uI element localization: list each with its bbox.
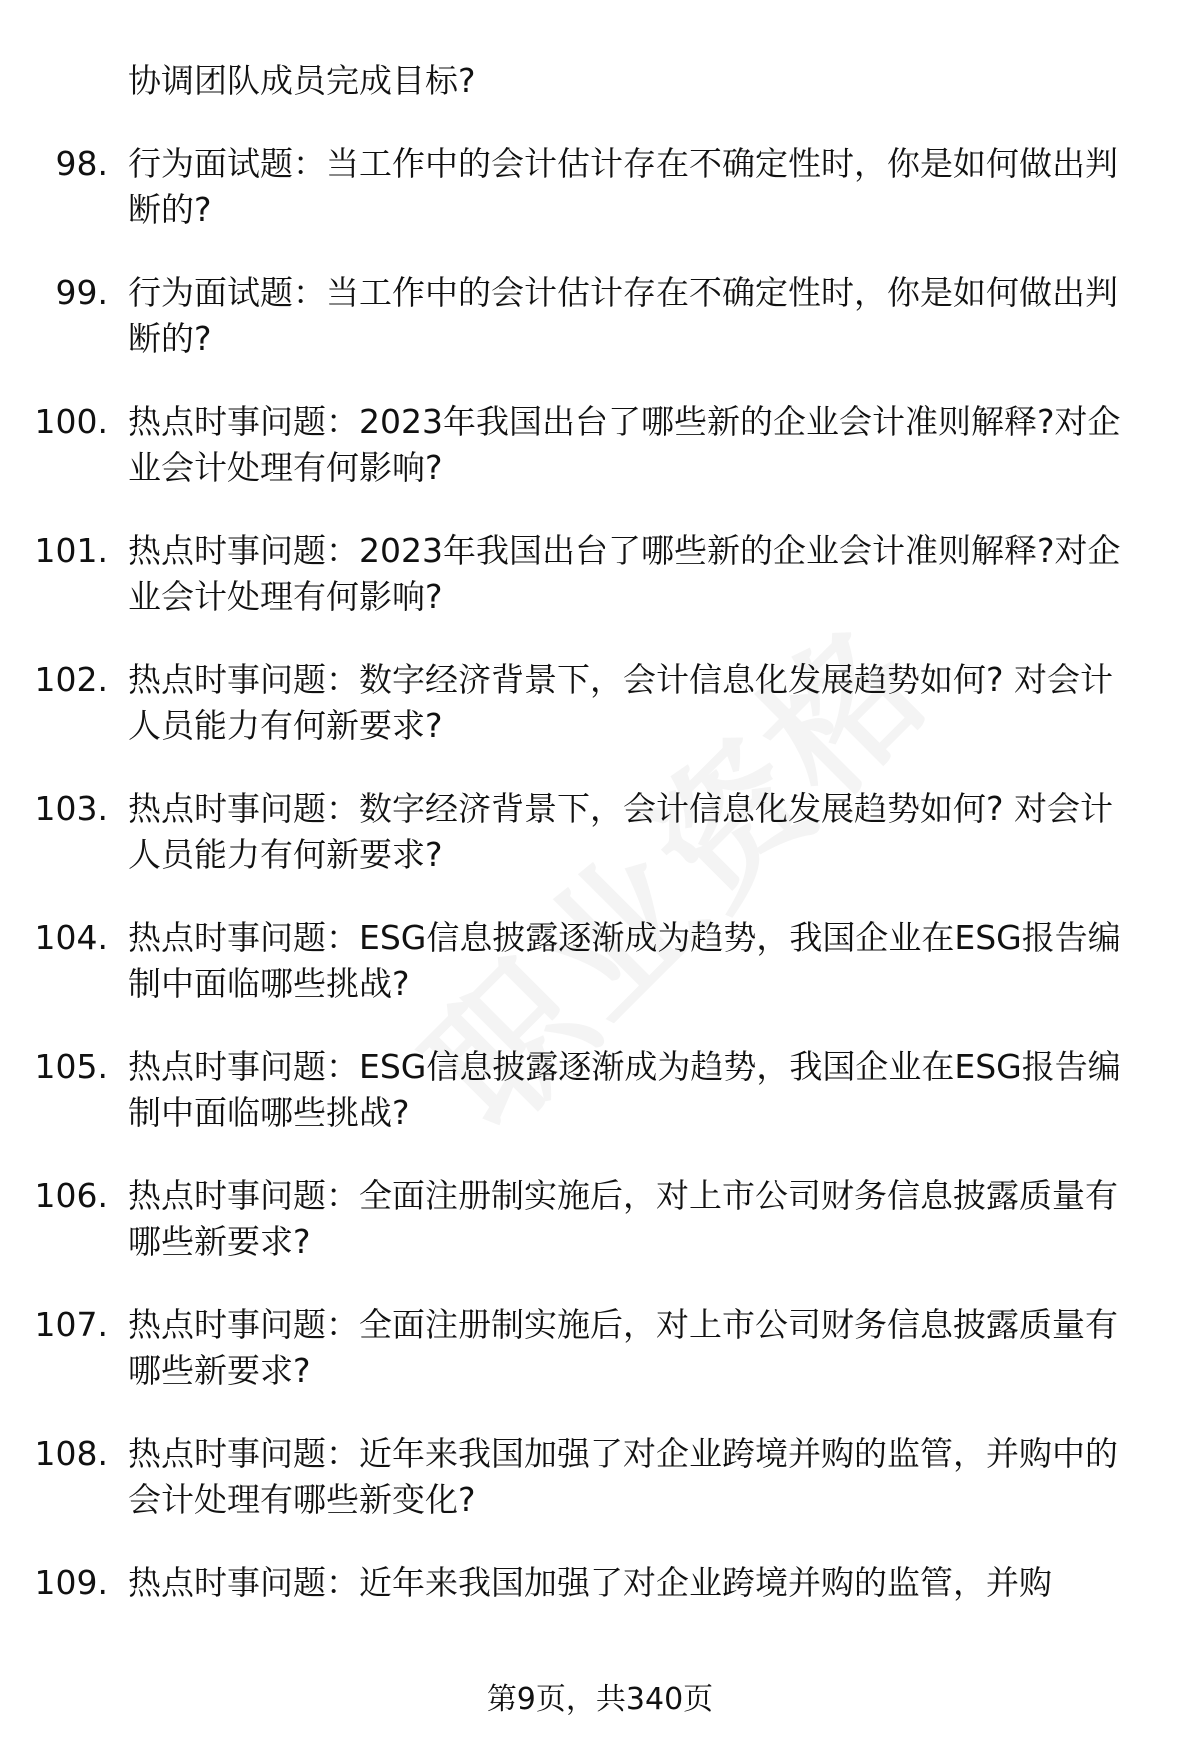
question-number: 105.	[34, 1047, 108, 1086]
question-number: 98.	[55, 144, 108, 183]
list-item	[0, 915, 1200, 1007]
question-number: 103.	[34, 789, 108, 828]
question-number: 107.	[34, 1305, 108, 1344]
question-number: 106.	[34, 1176, 108, 1215]
question-text: 行为面试题：当工作中的会计估计存在不确定性时，你是如何做出判断的?	[128, 144, 1118, 229]
question-text: 热点时事问题：数字经济背景下，会计信息化发展趋势如何? 对会计人员能力有何新要求?	[128, 789, 1114, 874]
question-text: 热点时事问题：近年来我国加强了对企业跨境并购的监管，并购	[128, 1563, 1052, 1602]
list-item	[0, 1302, 1200, 1394]
page-footer: 第9页，共340页	[486, 1682, 714, 1717]
continued-question-text: 协调团队成员完成目标?	[128, 61, 476, 100]
list-item	[0, 270, 1200, 362]
question-number: 109.	[34, 1563, 108, 1602]
list-item	[0, 1173, 1200, 1265]
list-item	[0, 399, 1200, 491]
question-text: 热点时事问题：全面注册制实施后，对上市公司财务信息披露质量有哪些新要求?	[128, 1176, 1118, 1261]
question-text: 热点时事问题：全面注册制实施后，对上市公司财务信息披露质量有哪些新要求?	[128, 1305, 1118, 1390]
question-text: 热点时事问题：数字经济背景下，会计信息化发展趋势如何? 对会计人员能力有何新要求?	[128, 660, 1114, 745]
list-item	[0, 657, 1200, 749]
question-text: 热点时事问题：2023年我国出台了哪些新的企业会计准则解释?对企业会计处理有何影响?	[128, 402, 1121, 487]
question-number: 104.	[34, 918, 108, 957]
question-number: 102.	[34, 660, 108, 699]
question-text: 行为面试题：当工作中的会计估计存在不确定性时，你是如何做出判断的?	[128, 273, 1118, 358]
list-item	[0, 528, 1200, 620]
list-item	[0, 1560, 1200, 1606]
question-number: 101.	[34, 531, 108, 570]
question-text: 热点时事问题：ESG信息披露逐渐成为趋势，我国企业在ESG报告编制中面临哪些挑战?	[128, 918, 1121, 1003]
list-item	[0, 1044, 1200, 1136]
question-number: 108.	[34, 1434, 108, 1473]
list-item	[0, 1431, 1200, 1523]
question-text: 热点时事问题：2023年我国出台了哪些新的企业会计准则解释?对企业会计处理有何影响?	[128, 531, 1121, 616]
question-number: 99.	[55, 273, 108, 312]
question-number: 100.	[34, 402, 108, 441]
list-item	[0, 141, 1200, 233]
question-list	[0, 58, 1200, 1643]
question-text: 热点时事问题：近年来我国加强了对企业跨境并购的监管，并购中的会计处理有哪些新变化?	[128, 1434, 1118, 1519]
question-text: 热点时事问题：ESG信息披露逐渐成为趋势，我国企业在ESG报告编制中面临哪些挑战?	[128, 1047, 1121, 1132]
list-item	[0, 786, 1200, 878]
